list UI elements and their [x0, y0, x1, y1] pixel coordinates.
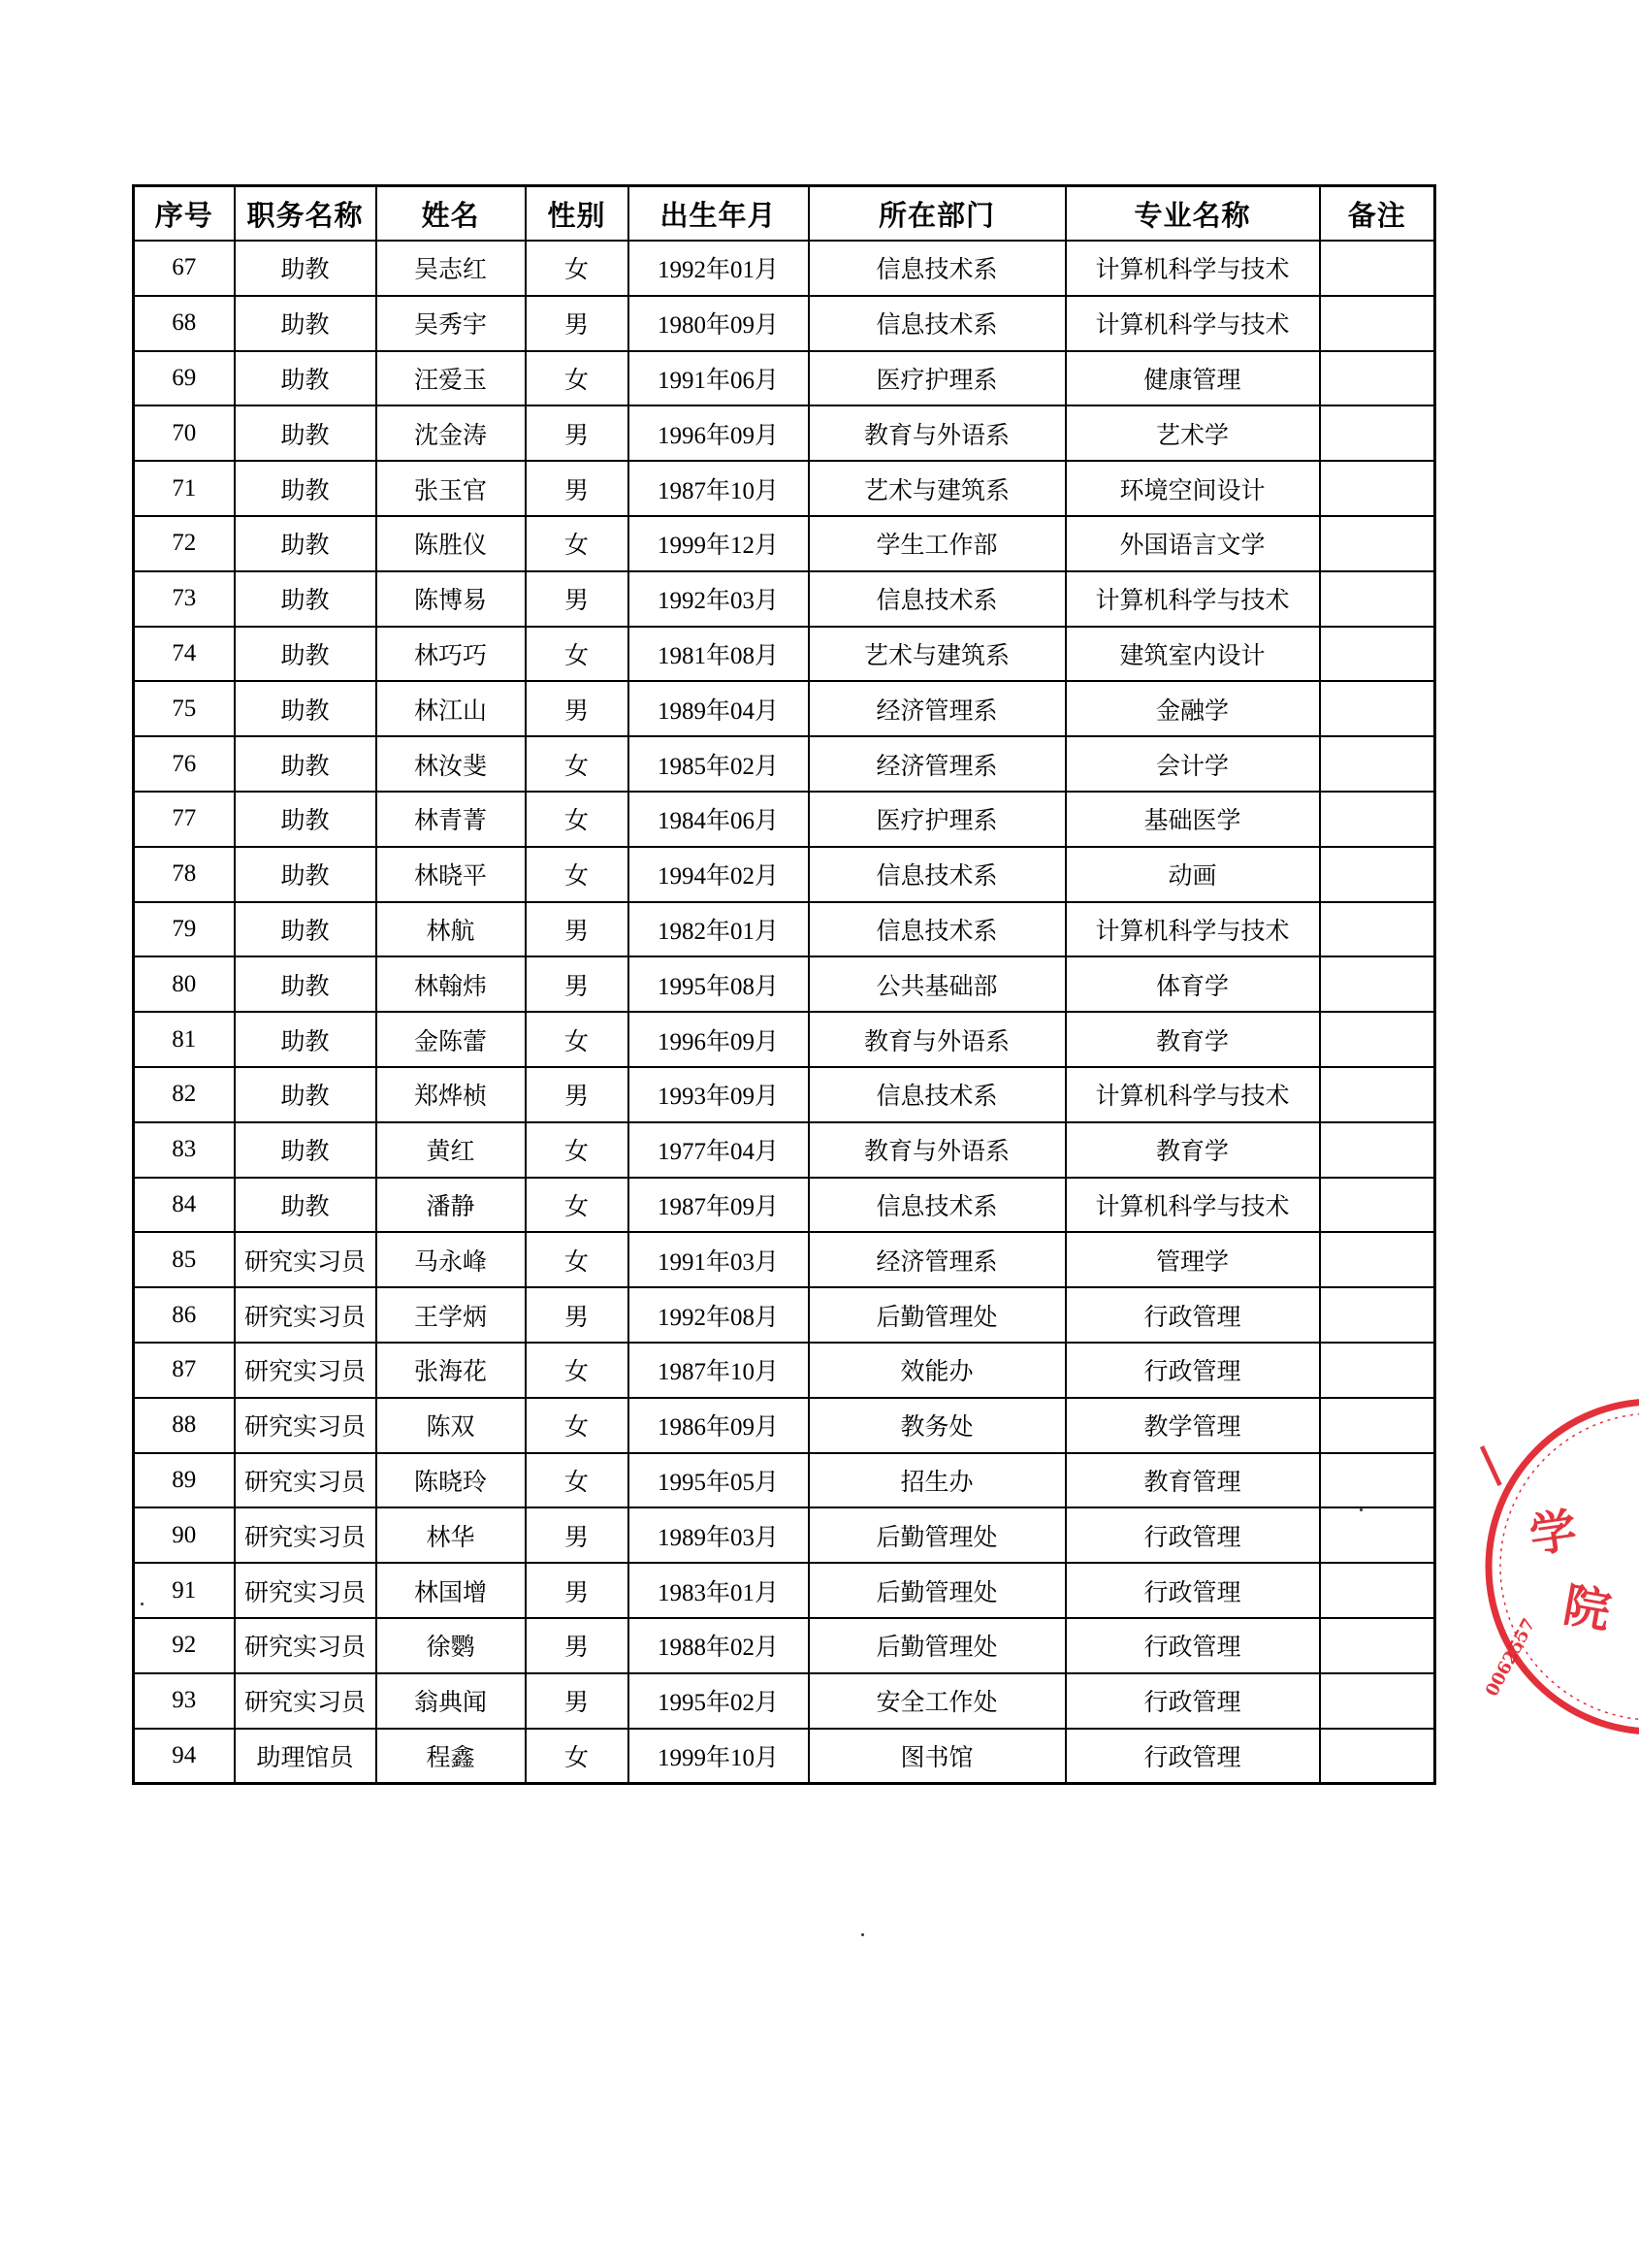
- cell-department: 经济管理系: [809, 736, 1066, 792]
- cell-remarks: [1320, 1618, 1435, 1673]
- cell-department: 信息技术系: [809, 1178, 1066, 1233]
- cell-index: 94: [134, 1729, 235, 1784]
- table-row: [134, 1453, 1435, 1508]
- cell-name: 林航: [376, 902, 526, 957]
- cell-remarks: [1320, 1122, 1435, 1178]
- cell-major: 计算机科学与技术: [1066, 1178, 1320, 1233]
- table-row: [134, 1178, 1435, 1233]
- cell-major: 教学管理: [1066, 1398, 1320, 1453]
- cell-remarks: [1320, 736, 1435, 792]
- cell-major: 建筑室内设计: [1066, 627, 1320, 682]
- cell-position: 研究实习员: [235, 1343, 376, 1398]
- cell-birth-date: 1995年05月: [628, 1453, 809, 1508]
- cell-major: 行政管理: [1066, 1287, 1320, 1343]
- cell-department: 招生办: [809, 1453, 1066, 1508]
- cell-major: 基础医学: [1066, 792, 1320, 847]
- table-row: [134, 1232, 1435, 1287]
- cell-department: 学生工作部: [809, 516, 1066, 571]
- cell-index: 68: [134, 296, 235, 351]
- cell-name: 沈金涛: [376, 405, 526, 461]
- cell-remarks: [1320, 296, 1435, 351]
- cell-position: 助教: [235, 681, 376, 736]
- header-position: 职务名称: [235, 186, 376, 242]
- cell-major: 金融学: [1066, 681, 1320, 736]
- cell-position: 助教: [235, 1067, 376, 1122]
- cell-name: 陈双: [376, 1398, 526, 1453]
- cell-gender: 男: [526, 1673, 628, 1729]
- cell-gender: 男: [526, 681, 628, 736]
- cell-major: 教育学: [1066, 1122, 1320, 1178]
- cell-remarks: [1320, 405, 1435, 461]
- cell-remarks: [1320, 461, 1435, 516]
- cell-remarks: [1320, 241, 1435, 296]
- table-row: [134, 902, 1435, 957]
- cell-index: 81: [134, 1012, 235, 1067]
- cell-name: 林青菁: [376, 792, 526, 847]
- svg-text:院: 院: [1559, 1577, 1615, 1640]
- cell-birth-date: 1993年09月: [628, 1067, 809, 1122]
- cell-remarks: [1320, 956, 1435, 1012]
- table-row: [134, 241, 1435, 296]
- table-body: [134, 241, 1435, 1784]
- cell-major: 行政管理: [1066, 1563, 1320, 1618]
- header-gender: 性别: [526, 186, 628, 242]
- cell-birth-date: 1982年01月: [628, 902, 809, 957]
- table-row: [134, 1067, 1435, 1122]
- cell-position: 助教: [235, 516, 376, 571]
- table-row: [134, 1563, 1435, 1618]
- table-row: [134, 296, 1435, 351]
- cell-position: 助教: [235, 792, 376, 847]
- cell-index: 92: [134, 1618, 235, 1673]
- cell-name: 汪爱玉: [376, 351, 526, 406]
- header-major: 专业名称: [1066, 186, 1320, 242]
- header-name: 姓名: [376, 186, 526, 242]
- cell-name: 金陈蕾: [376, 1012, 526, 1067]
- cell-birth-date: 1989年04月: [628, 681, 809, 736]
- cell-position: 助教: [235, 405, 376, 461]
- table-row: [134, 1673, 1435, 1729]
- table-row: [134, 736, 1435, 792]
- cell-index: 76: [134, 736, 235, 792]
- cell-department: 教务处: [809, 1398, 1066, 1453]
- header-index: 序号: [134, 186, 235, 242]
- cell-index: 73: [134, 571, 235, 627]
- cell-birth-date: 1992年03月: [628, 571, 809, 627]
- cell-index: 86: [134, 1287, 235, 1343]
- cell-position: 助教: [235, 571, 376, 627]
- cell-index: 85: [134, 1232, 235, 1287]
- cell-department: 后勤管理处: [809, 1287, 1066, 1343]
- cell-gender: 女: [526, 1453, 628, 1508]
- cell-remarks: [1320, 571, 1435, 627]
- cell-index: 88: [134, 1398, 235, 1453]
- cell-name: 吴秀宇: [376, 296, 526, 351]
- cell-remarks: [1320, 1067, 1435, 1122]
- cell-name: 翁典闻: [376, 1673, 526, 1729]
- staff-roster-table: [132, 184, 1436, 1785]
- cell-index: 80: [134, 956, 235, 1012]
- table-row: [134, 627, 1435, 682]
- cell-gender: 男: [526, 956, 628, 1012]
- cell-position: 研究实习员: [235, 1507, 376, 1563]
- cell-major: 外国语言文学: [1066, 516, 1320, 571]
- scan-speck: [1360, 1508, 1363, 1511]
- cell-gender: 女: [526, 351, 628, 406]
- cell-gender: 女: [526, 1232, 628, 1287]
- scan-speck: [141, 1603, 144, 1605]
- cell-name: 王学炳: [376, 1287, 526, 1343]
- cell-remarks: [1320, 1343, 1435, 1398]
- cell-position: 助教: [235, 1122, 376, 1178]
- cell-remarks: [1320, 1398, 1435, 1453]
- cell-gender: 男: [526, 902, 628, 957]
- cell-birth-date: 1996年09月: [628, 1012, 809, 1067]
- cell-remarks: [1320, 792, 1435, 847]
- cell-name: 林汝斐: [376, 736, 526, 792]
- cell-name: 吴志红: [376, 241, 526, 296]
- cell-department: 信息技术系: [809, 571, 1066, 627]
- cell-gender: 女: [526, 1729, 628, 1784]
- cell-birth-date: 1991年03月: [628, 1232, 809, 1287]
- cell-index: 91: [134, 1563, 235, 1618]
- cell-index: 79: [134, 902, 235, 957]
- cell-major: 计算机科学与技术: [1066, 902, 1320, 957]
- cell-name: 陈胜仪: [376, 516, 526, 571]
- cell-major: 教育学: [1066, 1012, 1320, 1067]
- cell-major: 会计学: [1066, 736, 1320, 792]
- cell-remarks: [1320, 847, 1435, 902]
- table-row: [134, 1012, 1435, 1067]
- header-birth-date: 出生年月: [628, 186, 809, 242]
- cell-birth-date: 1984年06月: [628, 792, 809, 847]
- cell-position: 助教: [235, 847, 376, 902]
- cell-position: 助教: [235, 956, 376, 1012]
- cell-remarks: [1320, 1232, 1435, 1287]
- cell-remarks: [1320, 902, 1435, 957]
- cell-remarks: [1320, 1673, 1435, 1729]
- table-row: [134, 461, 1435, 516]
- cell-birth-date: 1989年03月: [628, 1507, 809, 1563]
- table-row: [134, 1618, 1435, 1673]
- cell-birth-date: 1977年04月: [628, 1122, 809, 1178]
- cell-department: 后勤管理处: [809, 1507, 1066, 1563]
- cell-major: 动画: [1066, 847, 1320, 902]
- table-header: [134, 186, 1435, 242]
- cell-gender: 男: [526, 1287, 628, 1343]
- table-row: [134, 847, 1435, 902]
- cell-position: 研究实习员: [235, 1232, 376, 1287]
- cell-major: 行政管理: [1066, 1729, 1320, 1784]
- cell-index: 77: [134, 792, 235, 847]
- cell-birth-date: 1996年09月: [628, 405, 809, 461]
- cell-name: 陈博易: [376, 571, 526, 627]
- cell-remarks: [1320, 1012, 1435, 1067]
- cell-major: 计算机科学与技术: [1066, 296, 1320, 351]
- cell-gender: 男: [526, 405, 628, 461]
- cell-birth-date: 1986年09月: [628, 1398, 809, 1453]
- cell-birth-date: 1999年12月: [628, 516, 809, 571]
- cell-department: 后勤管理处: [809, 1563, 1066, 1618]
- cell-position: 助教: [235, 1178, 376, 1233]
- cell-department: 图书馆: [809, 1729, 1066, 1784]
- cell-index: 74: [134, 627, 235, 682]
- cell-index: 93: [134, 1673, 235, 1729]
- table-row: [134, 1729, 1435, 1784]
- cell-birth-date: 1991年06月: [628, 351, 809, 406]
- cell-remarks: [1320, 1178, 1435, 1233]
- cell-department: 信息技术系: [809, 296, 1066, 351]
- cell-remarks: [1320, 627, 1435, 682]
- table-row: [134, 1398, 1435, 1453]
- cell-index: 82: [134, 1067, 235, 1122]
- table-row: [134, 1287, 1435, 1343]
- cell-position: 助教: [235, 461, 376, 516]
- table-row: [134, 351, 1435, 406]
- cell-name: 黄红: [376, 1122, 526, 1178]
- table-row: [134, 1122, 1435, 1178]
- cell-department: 信息技术系: [809, 847, 1066, 902]
- cell-major: 环境空间设计: [1066, 461, 1320, 516]
- cell-remarks: [1320, 516, 1435, 571]
- cell-name: 马永峰: [376, 1232, 526, 1287]
- cell-remarks: [1320, 1563, 1435, 1618]
- cell-name: 林江山: [376, 681, 526, 736]
- cell-major: 教育管理: [1066, 1453, 1320, 1508]
- cell-position: 助教: [235, 351, 376, 406]
- staff-roster-sheet: [132, 184, 1433, 1785]
- cell-gender: 男: [526, 296, 628, 351]
- cell-major: 体育学: [1066, 956, 1320, 1012]
- cell-position: 助理馆员: [235, 1729, 376, 1784]
- cell-position: 研究实习员: [235, 1618, 376, 1673]
- official-seal-stamp: [1472, 1397, 1639, 1766]
- cell-name: 郑烨桢: [376, 1067, 526, 1122]
- cell-department: 艺术与建筑系: [809, 461, 1066, 516]
- cell-major: 管理学: [1066, 1232, 1320, 1287]
- cell-department: 公共基础部: [809, 956, 1066, 1012]
- cell-name: 林晓平: [376, 847, 526, 902]
- cell-birth-date: 1999年10月: [628, 1729, 809, 1784]
- svg-text:学: 学: [1526, 1503, 1581, 1564]
- cell-department: 安全工作处: [809, 1673, 1066, 1729]
- cell-position: 助教: [235, 627, 376, 682]
- cell-remarks: [1320, 351, 1435, 406]
- cell-birth-date: 1987年10月: [628, 461, 809, 516]
- header-remarks: 备注: [1320, 186, 1435, 242]
- cell-index: 84: [134, 1178, 235, 1233]
- cell-major: 行政管理: [1066, 1343, 1320, 1398]
- cell-position: 研究实习员: [235, 1563, 376, 1618]
- cell-major: 行政管理: [1066, 1618, 1320, 1673]
- table-row: [134, 1507, 1435, 1563]
- cell-birth-date: 1988年02月: [628, 1618, 809, 1673]
- cell-index: 70: [134, 405, 235, 461]
- cell-index: 75: [134, 681, 235, 736]
- svg-text:|: |: [1472, 1437, 1508, 1489]
- cell-gender: 女: [526, 1012, 628, 1067]
- table-row: [134, 516, 1435, 571]
- cell-birth-date: 1983年01月: [628, 1563, 809, 1618]
- cell-name: 潘静: [376, 1178, 526, 1233]
- cell-name: 张玉官: [376, 461, 526, 516]
- cell-index: 67: [134, 241, 235, 296]
- cell-birth-date: 1985年02月: [628, 736, 809, 792]
- cell-department: 信息技术系: [809, 902, 1066, 957]
- cell-position: 研究实习员: [235, 1453, 376, 1508]
- cell-index: 89: [134, 1453, 235, 1508]
- cell-index: 83: [134, 1122, 235, 1178]
- cell-gender: 女: [526, 1343, 628, 1398]
- cell-department: 医疗护理系: [809, 351, 1066, 406]
- cell-index: 72: [134, 516, 235, 571]
- cell-index: 87: [134, 1343, 235, 1398]
- cell-gender: 女: [526, 736, 628, 792]
- cell-gender: 男: [526, 1563, 628, 1618]
- cell-name: 程鑫: [376, 1729, 526, 1784]
- cell-position: 助教: [235, 296, 376, 351]
- cell-index: 69: [134, 351, 235, 406]
- table-row: [134, 956, 1435, 1012]
- cell-index: 71: [134, 461, 235, 516]
- cell-position: 助教: [235, 736, 376, 792]
- cell-department: 后勤管理处: [809, 1618, 1066, 1673]
- cell-gender: 女: [526, 241, 628, 296]
- cell-index: 78: [134, 847, 235, 902]
- cell-birth-date: 1992年08月: [628, 1287, 809, 1343]
- cell-gender: 女: [526, 792, 628, 847]
- cell-gender: 男: [526, 461, 628, 516]
- cell-birth-date: 1994年02月: [628, 847, 809, 902]
- cell-remarks: [1320, 1507, 1435, 1563]
- cell-remarks: [1320, 681, 1435, 736]
- scan-speck: [861, 1933, 864, 1936]
- cell-gender: 男: [526, 1507, 628, 1563]
- cell-name: 林翰炜: [376, 956, 526, 1012]
- table-row: [134, 405, 1435, 461]
- cell-department: 信息技术系: [809, 1067, 1066, 1122]
- cell-major: 行政管理: [1066, 1673, 1320, 1729]
- cell-gender: 女: [526, 1178, 628, 1233]
- cell-department: 教育与外语系: [809, 1012, 1066, 1067]
- cell-position: 助教: [235, 1012, 376, 1067]
- cell-position: 研究实习员: [235, 1287, 376, 1343]
- cell-position: 助教: [235, 241, 376, 296]
- svg-text:0062557: 0062557: [1481, 1615, 1540, 1701]
- cell-department: 教育与外语系: [809, 1122, 1066, 1178]
- table-row: [134, 681, 1435, 736]
- cell-name: 陈晓玲: [376, 1453, 526, 1508]
- cell-major: 健康管理: [1066, 351, 1320, 406]
- cell-birth-date: 1987年10月: [628, 1343, 809, 1398]
- cell-department: 艺术与建筑系: [809, 627, 1066, 682]
- cell-name: 林国增: [376, 1563, 526, 1618]
- cell-major: 计算机科学与技术: [1066, 571, 1320, 627]
- cell-department: 经济管理系: [809, 681, 1066, 736]
- cell-major: 艺术学: [1066, 405, 1320, 461]
- cell-gender: 女: [526, 1122, 628, 1178]
- table-row: [134, 1343, 1435, 1398]
- cell-index: 90: [134, 1507, 235, 1563]
- cell-name: 林巧巧: [376, 627, 526, 682]
- cell-position: 研究实习员: [235, 1398, 376, 1453]
- cell-gender: 男: [526, 1618, 628, 1673]
- cell-name: 张海花: [376, 1343, 526, 1398]
- cell-department: 经济管理系: [809, 1232, 1066, 1287]
- cell-major: 行政管理: [1066, 1507, 1320, 1563]
- cell-gender: 女: [526, 1398, 628, 1453]
- cell-gender: 女: [526, 627, 628, 682]
- cell-remarks: [1320, 1729, 1435, 1784]
- cell-major: 计算机科学与技术: [1066, 241, 1320, 296]
- cell-birth-date: 1980年09月: [628, 296, 809, 351]
- cell-birth-date: 1981年08月: [628, 627, 809, 682]
- cell-gender: 女: [526, 516, 628, 571]
- cell-gender: 男: [526, 571, 628, 627]
- cell-department: 效能办: [809, 1343, 1066, 1398]
- cell-position: 助教: [235, 902, 376, 957]
- table-row: [134, 571, 1435, 627]
- header-department: 所在部门: [809, 186, 1066, 242]
- cell-position: 研究实习员: [235, 1673, 376, 1729]
- cell-department: 医疗护理系: [809, 792, 1066, 847]
- cell-remarks: [1320, 1287, 1435, 1343]
- cell-major: 计算机科学与技术: [1066, 1067, 1320, 1122]
- cell-name: 徐鹦: [376, 1618, 526, 1673]
- header-row: [134, 186, 1435, 242]
- cell-birth-date: 1995年08月: [628, 956, 809, 1012]
- table-row: [134, 792, 1435, 847]
- cell-department: 教育与外语系: [809, 405, 1066, 461]
- cell-gender: 男: [526, 1067, 628, 1122]
- cell-remarks: [1320, 1453, 1435, 1508]
- cell-birth-date: 1987年09月: [628, 1178, 809, 1233]
- cell-birth-date: 1992年01月: [628, 241, 809, 296]
- cell-birth-date: 1995年02月: [628, 1673, 809, 1729]
- cell-name: 林华: [376, 1507, 526, 1563]
- cell-gender: 女: [526, 847, 628, 902]
- cell-department: 信息技术系: [809, 241, 1066, 296]
